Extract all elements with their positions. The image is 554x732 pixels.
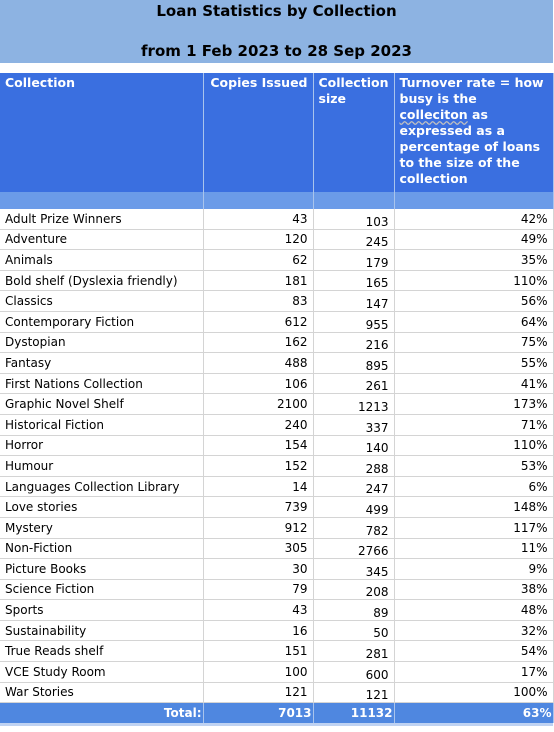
cell-collection-size: 895: [313, 353, 394, 374]
cell-turnover-rate: 110%: [394, 270, 553, 291]
cell-copies-issued: 83: [203, 291, 313, 312]
cell-collection-size: 281: [313, 641, 394, 662]
cell-collection-size: 216: [313, 332, 394, 353]
table-row: [0, 209, 553, 229]
table-row: [0, 600, 553, 621]
cell-copies-issued: 43: [203, 600, 313, 621]
cell-collection: Sustainability: [0, 620, 203, 641]
cell-collection-size: 208: [313, 579, 394, 600]
cell-turnover-rate: 54%: [394, 641, 553, 662]
cell-collection-size: 782: [313, 517, 394, 538]
cell-copies-issued: 14: [203, 476, 313, 497]
table-row: [0, 662, 553, 683]
header-collection-size: Collection size: [313, 73, 394, 192]
cell-collection-size: 600: [313, 662, 394, 683]
cell-copies-issued: 16: [203, 620, 313, 641]
cell-collection-size: 89: [313, 600, 394, 621]
table-row: [0, 332, 553, 353]
cell-turnover-rate: 53%: [394, 456, 553, 477]
cell-collection: Dystopian: [0, 332, 203, 353]
cell-collection: Adventure: [0, 229, 203, 250]
table-row: [0, 414, 553, 435]
cell-collection: First Nations Collection: [0, 373, 203, 394]
cell-collection-size: 2766: [313, 538, 394, 559]
cell-collection: VCE Study Room: [0, 662, 203, 683]
cell-collection-size: 165: [313, 270, 394, 291]
cell-turnover-rate: 55%: [394, 353, 553, 374]
table-row: [0, 538, 553, 559]
table-row: [0, 682, 553, 703]
cell-collection-size: 247: [313, 476, 394, 497]
total-copies: 7013: [203, 703, 313, 724]
cell-collection: Adult Prize Winners: [0, 209, 203, 229]
cell-copies-issued: 488: [203, 353, 313, 374]
cell-collection-size: 345: [313, 559, 394, 580]
table-row: [0, 311, 553, 332]
cell-collection-size: 1213: [313, 394, 394, 415]
header-row: [0, 73, 553, 192]
cell-collection: Picture Books: [0, 559, 203, 580]
header-turnover-rate: [394, 73, 553, 192]
cell-copies-issued: 2100: [203, 394, 313, 415]
cell-collection-size: 955: [313, 311, 394, 332]
table-body: [0, 209, 553, 703]
cell-turnover-rate: 64%: [394, 311, 553, 332]
table-row: [0, 579, 553, 600]
cell-collection-size: 499: [313, 497, 394, 518]
cell-collection-size: 121: [313, 682, 394, 703]
cell-collection: Mystery: [0, 517, 203, 538]
cell-collection-size: 140: [313, 435, 394, 456]
cell-turnover-rate: 49%: [394, 229, 553, 250]
cell-copies-issued: 240: [203, 414, 313, 435]
cell-collection: Sports: [0, 600, 203, 621]
cell-turnover-rate: 117%: [394, 517, 553, 538]
cell-collection-size: 337: [313, 414, 394, 435]
cell-copies-issued: 162: [203, 332, 313, 353]
cell-copies-issued: 152: [203, 456, 313, 477]
cell-collection: Science Fiction: [0, 579, 203, 600]
cell-copies-issued: 106: [203, 373, 313, 394]
table-row: [0, 229, 553, 250]
cell-collection: True Reads shelf: [0, 641, 203, 662]
cell-collection: Non-Fiction: [0, 538, 203, 559]
table-row: [0, 476, 553, 497]
table-row: [0, 353, 553, 374]
total-row: [0, 703, 553, 724]
cell-collection: Love stories: [0, 497, 203, 518]
cell-turnover-rate: 100%: [394, 682, 553, 703]
cell-turnover-rate: 11%: [394, 538, 553, 559]
cell-copies-issued: 612: [203, 311, 313, 332]
cell-collection: Animals: [0, 250, 203, 271]
cell-collection: Contemporary Fiction: [0, 311, 203, 332]
total-size: 11132: [313, 703, 394, 724]
cell-turnover-rate: 9%: [394, 559, 553, 580]
cell-turnover-rate: 35%: [394, 250, 553, 271]
cell-collection-size: 103: [313, 209, 394, 229]
cell-turnover-rate: 148%: [394, 497, 553, 518]
cell-turnover-rate: 17%: [394, 662, 553, 683]
table-row: [0, 559, 553, 580]
cell-turnover-rate: 48%: [394, 600, 553, 621]
cell-turnover-rate: 38%: [394, 579, 553, 600]
cell-copies-issued: 120: [203, 229, 313, 250]
table-row: [0, 250, 553, 271]
cell-copies-issued: 30: [203, 559, 313, 580]
table-row: [0, 456, 553, 477]
cell-turnover-rate: 32%: [394, 620, 553, 641]
cell-copies-issued: 305: [203, 538, 313, 559]
total-rate: 63%: [394, 703, 553, 724]
cell-collection: Historical Fiction: [0, 414, 203, 435]
header-turnover-misspelled: colleciton: [399, 107, 468, 122]
cell-copies-issued: 62: [203, 250, 313, 271]
cell-copies-issued: 739: [203, 497, 313, 518]
table-row: [0, 373, 553, 394]
cell-copies-issued: 100: [203, 662, 313, 683]
cell-collection: Humour: [0, 456, 203, 477]
cell-collection-size: 50: [313, 620, 394, 641]
cell-collection-size: 288: [313, 456, 394, 477]
table-row: [0, 497, 553, 518]
cell-turnover-rate: 42%: [394, 209, 553, 229]
bottom-border: [0, 723, 553, 726]
cell-collection-size: 179: [313, 250, 394, 271]
table-row: [0, 270, 553, 291]
report-date-range: from 1 Feb 2023 to 28 Sep 2023: [141, 42, 412, 60]
cell-collection-size: 245: [313, 229, 394, 250]
cell-collection: War Stories: [0, 682, 203, 703]
cell-turnover-rate: 71%: [394, 414, 553, 435]
cell-collection: Bold shelf (Dyslexia friendly): [0, 270, 203, 291]
cell-turnover-rate: 75%: [394, 332, 553, 353]
table-row: [0, 394, 553, 415]
header-collection: Collection: [0, 73, 203, 192]
cell-copies-issued: 154: [203, 435, 313, 456]
cell-copies-issued: 79: [203, 579, 313, 600]
cell-copies-issued: 181: [203, 270, 313, 291]
cell-collection: Fantasy: [0, 353, 203, 374]
header-turnover-post: as expressed as a percentage of loans to the size of the collection: [399, 107, 541, 186]
cell-copies-issued: 151: [203, 641, 313, 662]
total-label: Total:: [0, 703, 203, 724]
table-row: [0, 291, 553, 312]
title-band: [0, 0, 553, 63]
cell-collection: Graphic Novel Shelf: [0, 394, 203, 415]
report-title: Loan Statistics by Collection: [156, 2, 397, 20]
table-row: [0, 641, 553, 662]
cell-collection-size: 147: [313, 291, 394, 312]
header-copies-issued: Copies Issued: [203, 73, 313, 192]
cell-collection: Horror: [0, 435, 203, 456]
loan-statistics-table: [0, 73, 554, 723]
table-row: [0, 620, 553, 641]
header-turnover-pre: Turnover rate = how busy is the: [399, 75, 544, 106]
cell-copies-issued: 912: [203, 517, 313, 538]
cell-turnover-rate: 41%: [394, 373, 553, 394]
cell-collection-size: 261: [313, 373, 394, 394]
table-row: [0, 517, 553, 538]
cell-collection: Languages Collection Library: [0, 476, 203, 497]
header-spacer-row: [0, 192, 553, 209]
cell-turnover-rate: 6%: [394, 476, 553, 497]
table-row: [0, 435, 553, 456]
cell-copies-issued: 121: [203, 682, 313, 703]
cell-copies-issued: 43: [203, 209, 313, 229]
cell-turnover-rate: 56%: [394, 291, 553, 312]
cell-turnover-rate: 173%: [394, 394, 553, 415]
cell-collection: Classics: [0, 291, 203, 312]
cell-turnover-rate: 110%: [394, 435, 553, 456]
